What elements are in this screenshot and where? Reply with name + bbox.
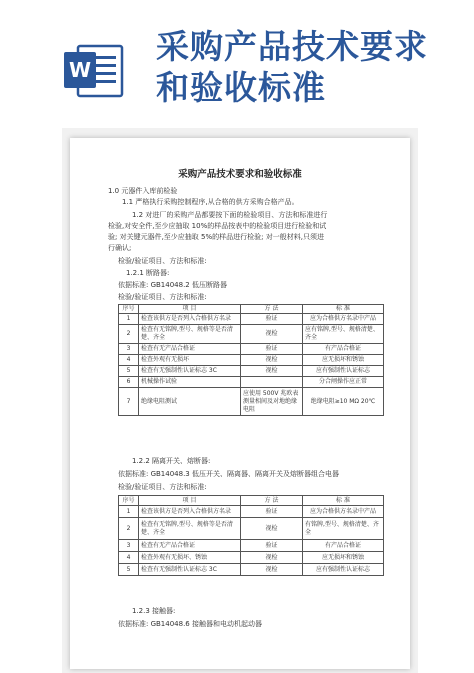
table-cell: 检查有无产品合格证 (139, 344, 241, 355)
banner-title-line1: 采购产品技术要求 (156, 27, 428, 66)
check-items-label-1: 检验/验证项目、方法和标准: (118, 257, 207, 265)
table-row (119, 314, 384, 325)
table-cell: 验证 (241, 314, 303, 325)
table-cell: 有产品合格证 (303, 344, 384, 355)
banner-title (156, 26, 456, 108)
table-row (119, 540, 384, 552)
basis-standard-3: 依据标准: GB14048.6 接触器和电动机起动器 (118, 620, 262, 628)
basis-standard-2: 依据标准: GB14048.3 低压开关、隔离器、隔离开关及熔断器组合电器 (118, 470, 339, 478)
table-cell: 应为合格供方名录中产品 (303, 314, 384, 325)
table-cell: 视检 (241, 518, 303, 540)
table-row (119, 344, 384, 355)
table-cell: 机械操作试验 (139, 377, 241, 388)
basis-standard-1: 依据标准: GB14048.2 低压断路器 (118, 281, 227, 289)
table-row (119, 377, 384, 388)
section-1-2-line4: 行确认; (108, 244, 132, 252)
table-row (119, 564, 384, 576)
table-cell: 3 (119, 344, 139, 355)
table-cell: 检查外观有无损坏、锈蚀 (139, 552, 241, 564)
table-cell: 2 (119, 518, 139, 540)
table-cell: 应无损坏和锈蚀 (303, 355, 384, 366)
check-items-label-2: 检验/验证项目、方法和标准: (118, 293, 207, 301)
section-1-2-3: 1.2.3 接触器: (132, 607, 176, 615)
table-cell: 应有强制性认证标志 (303, 366, 384, 377)
table-header-cell: 标 准 (303, 305, 384, 314)
table-cell: 1 (119, 314, 139, 325)
table-cell: 视检 (241, 366, 303, 377)
section-1-1: 1.1 严格执行采购控制程序,从合格的供方采购合格产品。 (122, 198, 299, 206)
table-cell: 视检 (241, 355, 303, 366)
table-cell: 4 (119, 355, 139, 366)
table-cell: 检查该供方是否列入合格供方名录 (139, 314, 241, 325)
table-header-cell: 方 法 (241, 496, 303, 506)
table-cell: 2 (119, 325, 139, 344)
spec-table-isolating-switch (118, 495, 384, 576)
spec-table-circuit-breaker (118, 304, 384, 416)
table-cell: 应无损坏和锈蚀 (303, 552, 384, 564)
section-1-2-1: 1.2.1 断路器: (126, 269, 170, 277)
table-cell: 5 (119, 564, 139, 576)
document-banner (0, 0, 474, 115)
table-cell: 有产品合格证 (303, 540, 384, 552)
table-header-cell: 序号 (119, 496, 139, 506)
table-cell: 应使用 500V 兆欧表测量相间及对地绝缘电阻 (241, 388, 303, 416)
table-cell: 绝缘电阻测试 (139, 388, 241, 416)
table-cell (241, 377, 303, 388)
table-cell: 5 (119, 366, 139, 377)
table-cell: 应有强制性认证标志 (303, 564, 384, 576)
table-cell: 应为合格供方名录中产品 (303, 506, 384, 518)
table-header-cell: 项 目 (139, 496, 241, 506)
table-cell: 1 (119, 506, 139, 518)
table-row (119, 388, 384, 416)
check-items-label-3: 检验/验证项目、方法和标准: (118, 483, 207, 491)
section-1-2-line1: 1.2 对进厂的采购产品都要按下面的检验项目、方法和标准进行 (132, 211, 328, 219)
document-page (70, 138, 410, 669)
table-cell: 分合闸操作应正常 (303, 377, 384, 388)
table-cell: 检查外观有无损坏 (139, 355, 241, 366)
section-1-2-line2: 检验,对安全件,至少应抽取 10%的样品按表中的检验项目进行检验和试 (108, 222, 327, 230)
word-document-icon (62, 40, 124, 100)
table-row (119, 355, 384, 366)
table-header-cell: 序号 (119, 305, 139, 314)
table-cell: 3 (119, 540, 139, 552)
table-row (119, 325, 384, 344)
table-cell: 绝缘电阻≥10 MΩ 20℃ (303, 388, 384, 416)
table-cell: 检查有无产品合格证 (139, 540, 241, 552)
table-cell: 6 (119, 377, 139, 388)
table-cell: 检查有无铭牌,型号、规格等是否清楚、齐全 (139, 325, 241, 344)
section-1-2-line3: 验; 对关键元器件,至少应抽取 5%的样品进行检验; 对一般材料,只须进 (108, 233, 324, 241)
table-header-cell: 项 目 (139, 305, 241, 314)
table-header-row (119, 496, 384, 506)
section-1-0: 1.0 元器件入库前检验 (108, 187, 178, 195)
table-cell: 7 (119, 388, 139, 416)
table-cell: 4 (119, 552, 139, 564)
document-title: 采购产品技术要求和验收标准 (178, 169, 302, 180)
table-row (119, 506, 384, 518)
table-cell: 应有铭牌,型号、规格清楚、齐全 (303, 325, 384, 344)
table-row (119, 552, 384, 564)
table-row (119, 518, 384, 540)
table-cell: 检查有无强制性认证标志 3C (139, 366, 241, 377)
table-cell: 验证 (241, 344, 303, 355)
table-cell: 视检 (241, 552, 303, 564)
table-row (119, 366, 384, 377)
table-cell: 验证 (241, 506, 303, 518)
table-cell: 检查有无强制性认证标志 3C (139, 564, 241, 576)
table-header-cell: 方 法 (241, 305, 303, 314)
section-1-2-2: 1.2.2 隔离开关、熔断器: (132, 457, 211, 465)
table-header-row (119, 305, 384, 314)
banner-title-line2: 和验收标准 (156, 68, 326, 107)
table-cell: 验证 (241, 540, 303, 552)
table-cell: 检查有无铭牌,型号、规格等是否清楚、齐全 (139, 518, 241, 540)
word-icon-letter: W (68, 58, 92, 82)
table-cell: 视检 (241, 564, 303, 576)
table-cell: 视检 (241, 325, 303, 344)
table-cell: 有铭牌,型号、规格清楚、齐全 (303, 518, 384, 540)
table-cell: 检查该供方是否列入合格供方名录 (139, 506, 241, 518)
table-header-cell: 标 准 (303, 496, 384, 506)
